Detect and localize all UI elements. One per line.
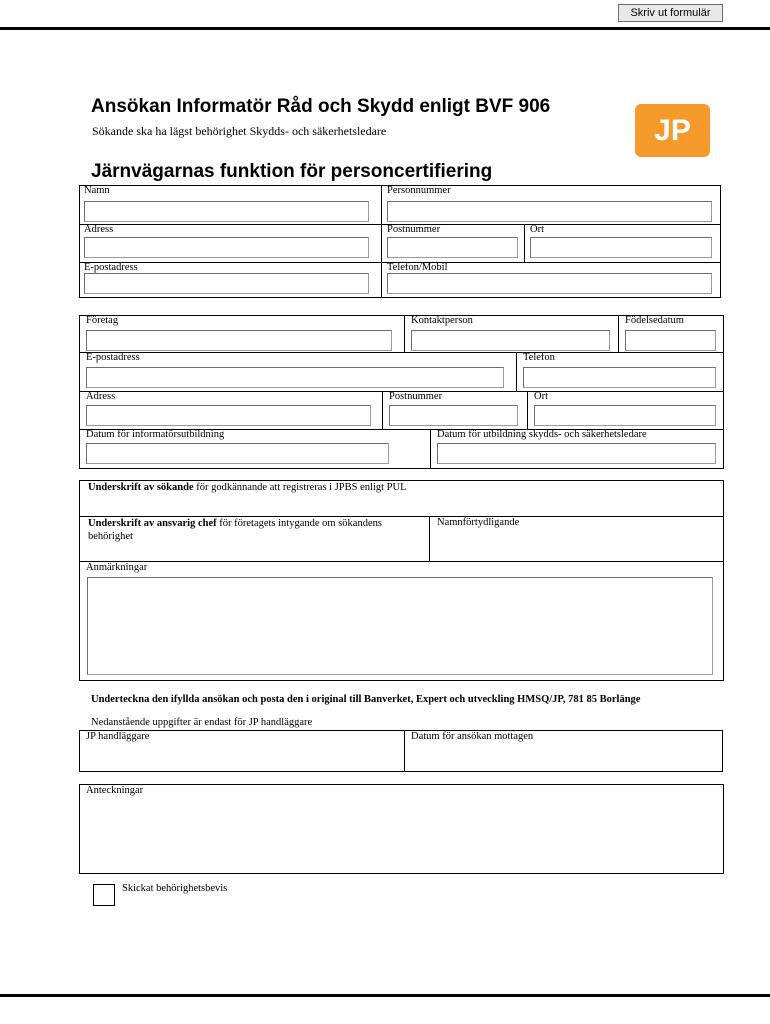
received-date-label: Datum för ansökan mottagen: [411, 731, 534, 742]
email-label: E-postadress: [84, 262, 138, 273]
company-divider: [618, 315, 619, 352]
signature-row-line: [79, 561, 724, 562]
phone-field[interactable]: [387, 273, 712, 294]
form-title: Ansökan Informatör Råd och Skydd enligt BVF 906: [91, 96, 551, 117]
bottom-rule: [0, 994, 770, 997]
section-title: Järnvägarnas funktion för personcertifiering: [91, 161, 493, 182]
applicant-divider: [381, 185, 382, 298]
address-field[interactable]: [84, 237, 369, 258]
address-label: Adress: [84, 224, 114, 235]
name-field[interactable]: [84, 201, 369, 222]
applicant-signature-bold: Underskrift av sökande: [88, 482, 194, 493]
company-address-field[interactable]: [86, 405, 371, 426]
safety-training-date-field[interactable]: [437, 443, 716, 464]
applicant-signature-label: [88, 481, 407, 494]
name-clarification-label: Namnförtydligande: [437, 517, 520, 528]
email-field[interactable]: [84, 273, 369, 294]
safety-training-date-label: Datum för utbildning skydds- och säkerhetsledare: [437, 429, 647, 440]
company-email-field[interactable]: [86, 367, 504, 388]
sent-certificate-label: Skickat behörighetsbevis: [122, 883, 228, 894]
company-divider: [404, 315, 405, 352]
mailing-instructions: Underteckna den ifyllda ansökan och posta den i original till Banverket, Expert och utveckling HMSQ/JP, 781 85 Borlänge: [91, 694, 641, 705]
company-divider: [516, 352, 517, 391]
jp-logo: JP: [635, 104, 710, 157]
applicant-signature-text: för godkännande att registreras i JPBS enligt PUL: [193, 482, 407, 493]
postal-code-field[interactable]: [387, 237, 518, 258]
applicant-city-divider: [524, 224, 525, 262]
personal-number-field[interactable]: [387, 201, 712, 222]
company-field[interactable]: [86, 330, 392, 351]
city-field[interactable]: [530, 237, 712, 258]
chief-signature-text: för företagets intygande om sökandens behörighet: [88, 518, 382, 542]
phone-label: Telefon/Mobil: [387, 262, 448, 273]
company-phone-field[interactable]: [523, 367, 716, 388]
company-city-field[interactable]: [534, 405, 716, 426]
notes-label: Anteckningar: [86, 785, 144, 796]
company-address-label: Adress: [86, 391, 116, 402]
official-use-note: Nedanstående uppgifter är endast för JP handläggare: [91, 717, 313, 728]
sent-certificate-checkbox[interactable]: [93, 884, 115, 906]
official-divider: [404, 730, 405, 772]
chief-signature-bold: Underskrift av ansvarig chef: [88, 518, 217, 529]
company-postal-code-field[interactable]: [389, 405, 518, 426]
city-label: Ort: [530, 224, 544, 235]
top-rule: [0, 27, 770, 30]
official-frame: [79, 730, 723, 772]
company-phone-label: Telefon: [523, 352, 555, 363]
company-label: Företag: [86, 315, 119, 326]
company-city-label: Ort: [534, 391, 548, 402]
company-postal-code-label: Postnummer: [389, 391, 443, 402]
notes-frame: [79, 784, 724, 874]
company-email-label: E-postadress: [86, 352, 140, 363]
birthdate-field[interactable]: [625, 330, 716, 351]
personal-number-label: Personnummer: [387, 185, 451, 196]
company-divider: [382, 391, 383, 429]
handler-label: JP handläggare: [86, 731, 150, 742]
postal-code-label: Postnummer: [387, 224, 441, 235]
signature-divider: [429, 516, 430, 561]
company-divider: [430, 429, 431, 469]
company-divider: [527, 391, 528, 429]
birthdate-label: Födelsedatum: [625, 315, 684, 326]
chief-signature-label: [88, 517, 420, 543]
print-form-button[interactable]: Skriv ut formulär: [618, 4, 723, 22]
name-label: Namn: [84, 185, 110, 196]
form-subtitle: Sökande ska ha lägst behörighet Skydds- och säkerhetsledare: [92, 124, 387, 138]
remarks-field[interactable]: [87, 577, 713, 675]
contact-person-field[interactable]: [411, 330, 610, 351]
informator-training-date-field[interactable]: [86, 443, 389, 464]
informator-training-date-label: Datum för informatörsutbildning: [86, 429, 225, 440]
company-row-line: [79, 352, 724, 353]
remarks-label: Anmärkningar: [86, 562, 148, 573]
contact-person-label: Kontaktperson: [411, 315, 473, 326]
